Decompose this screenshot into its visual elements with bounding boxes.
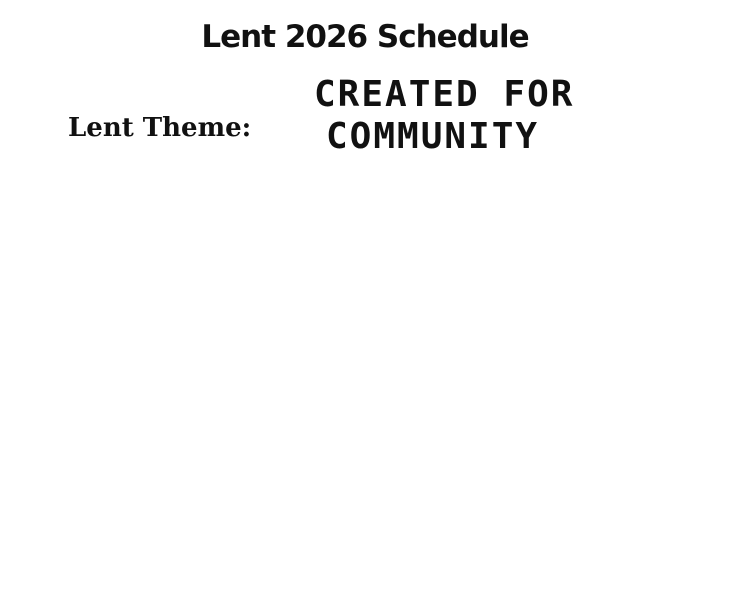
schedule-row-mar-18-continued	[0, 363, 730, 397]
schedule-row-mar-11	[0, 295, 730, 329]
schedule-row-feb-25	[0, 228, 730, 262]
schedule-row-april-3	[0, 464, 730, 498]
theme-label: Lent Theme:	[68, 113, 252, 143]
footnote-good-friday	[0, 568, 730, 598]
page-title: Lent 2026 Schedule	[201, 19, 529, 55]
footnote-worship	[0, 538, 730, 568]
schedule-row-mar-18	[0, 329, 730, 363]
schedule-row-mar-25	[0, 397, 730, 431]
schedule-row-april-5	[0, 498, 730, 532]
theme-line-2: COMMUNITY	[326, 116, 540, 157]
schedule-row-april-2	[0, 431, 730, 465]
footnotes	[0, 538, 730, 598]
schedule-row-mar-4	[0, 262, 730, 296]
schedule-list	[0, 194, 730, 532]
theme-text	[312, 74, 642, 158]
schedule-row-ash-wednesday	[0, 194, 730, 228]
theme-line-1: CREATED FOR	[314, 74, 575, 115]
